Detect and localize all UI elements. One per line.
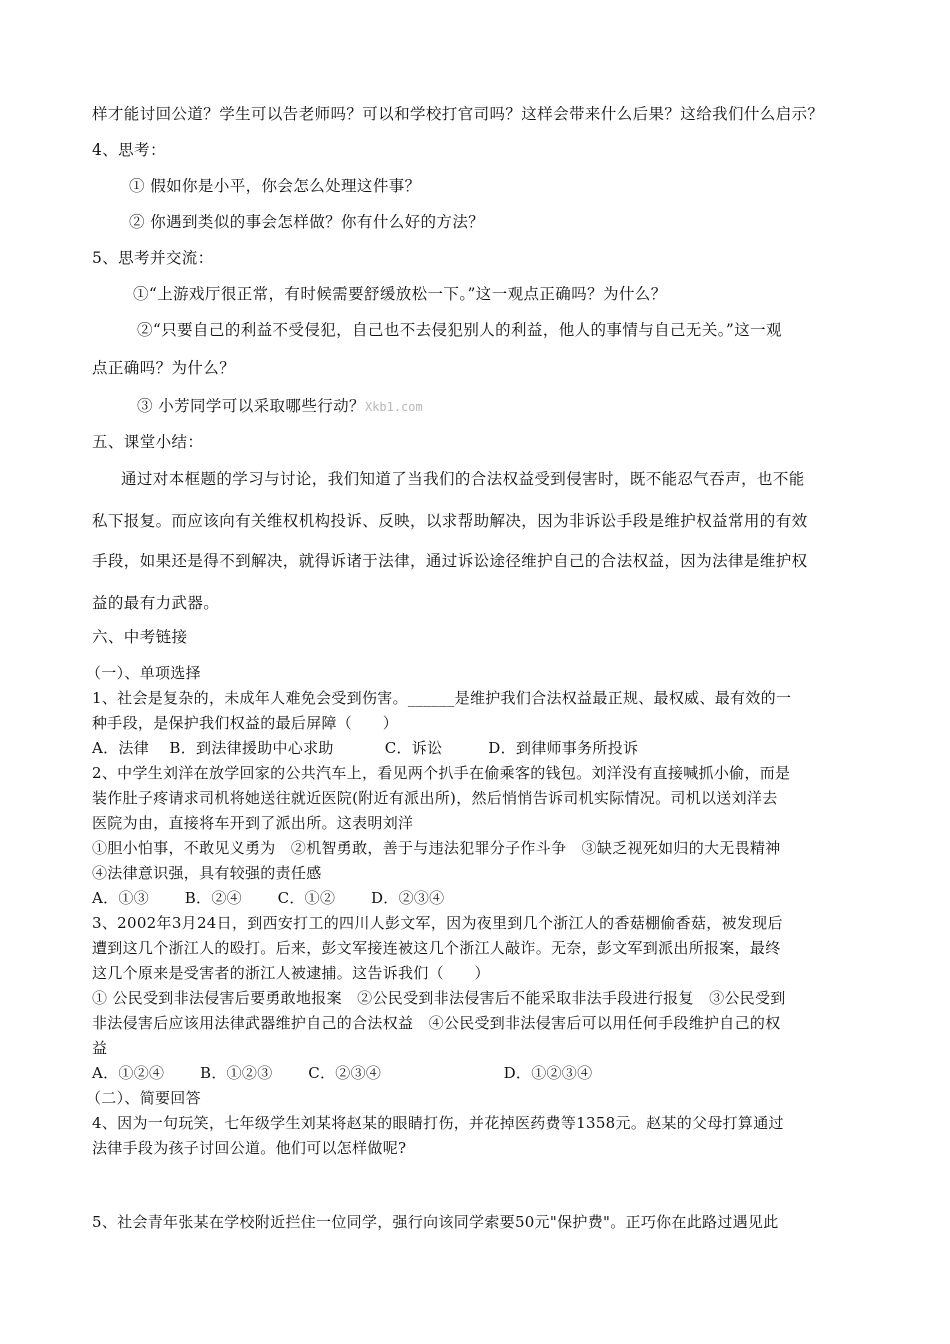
text-line: ② 你遇到类似的事会怎样做？你有什么好的方法？ bbox=[129, 213, 485, 231]
text-line: 样才能讨回公道？学生可以告老师吗？可以和学校打官司吗？这样会带来什么后果？这给我们什么启示？ bbox=[92, 105, 824, 123]
text-line: 点正确吗？为什么？ bbox=[92, 359, 236, 377]
answer-options: A．法律 B．到法律援助中心求助 C．诉讼 D．到律师事务所投诉 bbox=[92, 739, 639, 757]
question-text: 2、中学生刘洋在放学回家的公共汽车上，看见两个扒手在偷乘客的钱包。刘洋没有直接喊抓小偷，而是 bbox=[92, 764, 791, 782]
text-line bbox=[137, 396, 423, 417]
watermark-text: Xkb1.com bbox=[364, 400, 423, 414]
question-text: 5、社会青年张某在学校附近拦住一位同学，强行向该同学索要50元"保护费"。正巧你在此路过遇见此 bbox=[92, 1213, 779, 1231]
text-line: 益的最有力武器。 bbox=[92, 594, 220, 612]
text-line: 私下报复。而应该向有关维权机构投诉、反映，以求帮助解决，因为非诉讼手段是维护权益常用的有效 bbox=[92, 512, 808, 530]
question-text: 1、社会是复杂的，未成年人难免会受到伤害。______是维护我们合法权益最正规、最权威、最有效的一 bbox=[92, 689, 792, 707]
section-heading: 六、中考链接 bbox=[92, 628, 188, 646]
text-line: 手段，如果还是得不到解决，就得诉诸于法律，通过诉讼途径维护自己的合法权益，因为法律是维护权 bbox=[92, 552, 808, 570]
question-text: 遭到这几个浙江人的殴打。后来，彭文军接连被这几个浙江人敲诈。无奈，彭文军到派出所报案，最终 bbox=[92, 939, 781, 957]
text-line: ① 假如你是小平，你会怎么处理这件事？ bbox=[129, 177, 421, 195]
section-heading: （二）、简要回答 bbox=[86, 1089, 201, 1107]
section-heading: （一）、单项选择 bbox=[86, 664, 201, 682]
question-text: 种手段，是保护我们权益的最后屏障（ ） bbox=[92, 714, 399, 732]
question-text: 4、因为一句玩笑，七年级学生刘某将赵某的眼睛打伤，并花掉医药费等1358元。赵某的父母打算通过 bbox=[92, 1114, 784, 1132]
question-text: 这几个原来是受害者的浙江人被逮捕。这告诉我们（ ） bbox=[92, 964, 490, 982]
question-text: 3、2002年3月24日，到西安打工的四川人彭文军，因为夜里到几个浙江人的香菇棚偷香菇，被发现后 bbox=[92, 914, 783, 932]
question-text: ④法律意识强，具有较强的责任感 bbox=[92, 864, 322, 882]
question-text: 医院为由，直接将车开到了派出所。这表明刘洋 bbox=[92, 814, 414, 832]
answer-options: A．①③ B．②④ C．①② D．②③④ bbox=[92, 889, 445, 907]
question-text: 装作肚子疼请求司机将她送往就近医院(附近有派出所)，然后悄悄告诉司机实际情况。司机以送刘洋去 bbox=[92, 789, 778, 807]
question-text: 法律手段为孩子讨回公道。他们可以怎样做呢? bbox=[92, 1139, 407, 1157]
text-line: 通过对本框题的学习与讨论，我们知道了当我们的合法权益受到侵害时，既不能忍气吞声，也不能 bbox=[121, 470, 805, 488]
question-text: ①胆小怕事，不敢见义勇为 ②机智勇敢，善于与违法犯罪分子作斗争 ③缺乏视死如归的大无畏精神 bbox=[92, 839, 781, 857]
section-heading: 5、思考并交流： bbox=[92, 249, 214, 267]
question-text: 非法侵害后应该用法律武器维护自己的合法权益 ④公民受到非法侵害后可以用任何手段维护自己的权 bbox=[92, 1014, 781, 1032]
text-line: ①“上游戏厅很正常，有时候需要舒缓放松一下。”这一观点正确吗？为什么？ bbox=[133, 285, 667, 303]
section-heading: 4、思考： bbox=[92, 141, 166, 159]
section-heading: 五、课堂小结： bbox=[92, 433, 204, 451]
question-text: ① 公民受到非法侵害后要勇敢地报案 ②公民受到非法侵害后不能采取非法手段进行报复 ③公民受到 bbox=[92, 989, 786, 1007]
text-span: ③ 小芳同学可以采取哪些行动？ bbox=[137, 397, 365, 415]
answer-options: A．①②④ B．①②③ C．②③④ D．①②③④ bbox=[92, 1064, 593, 1082]
question-text: 益 bbox=[92, 1039, 108, 1057]
text-line: ②“只要自己的利益不受侵犯，自己也不去侵犯别人的利益，他人的事情与自己无关。”这一观 bbox=[137, 321, 782, 339]
